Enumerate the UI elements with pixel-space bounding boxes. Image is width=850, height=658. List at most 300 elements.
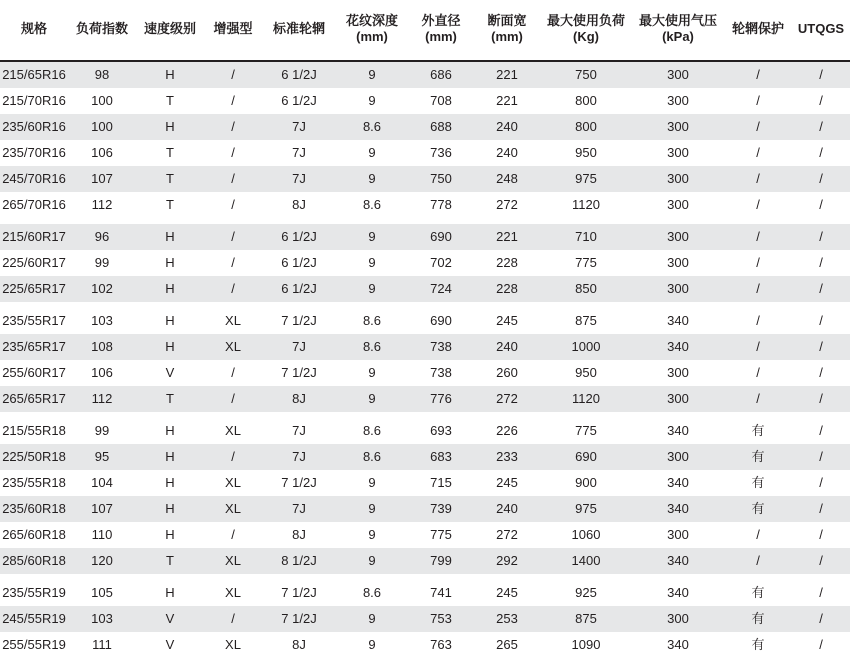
cell-outer-diameter: 683 — [408, 444, 474, 470]
cell-max-load: 1000 — [540, 334, 632, 360]
cell-tread-depth: 8.6 — [336, 444, 408, 470]
cell-tread-depth: 9 — [336, 250, 408, 276]
cell-max-pressure: 340 — [632, 632, 724, 658]
cell-speed-rating: T — [136, 166, 204, 192]
cell-speed-rating: T — [136, 140, 204, 166]
cell-size: 215/65R16 — [0, 61, 68, 88]
table-row — [0, 577, 850, 606]
cell-reinforced: / — [204, 88, 262, 114]
cell-outer-diameter: 776 — [408, 386, 474, 415]
cell-speed-rating: H — [136, 114, 204, 140]
cell-section-width: 272 — [474, 386, 540, 415]
cell-tread-depth: 8.6 — [336, 415, 408, 444]
cell-standard-rim: 7J — [262, 444, 336, 470]
table-row — [0, 606, 850, 632]
cell-max-load: 950 — [540, 140, 632, 166]
cell-rim-protector: / — [724, 360, 792, 386]
cell-speed-rating: H — [136, 415, 204, 444]
cell-outer-diameter: 778 — [408, 192, 474, 221]
cell-load-index: 99 — [68, 250, 136, 276]
cell-utqgs: / — [792, 250, 850, 276]
table-row — [0, 192, 850, 221]
cell-tread-depth: 9 — [336, 166, 408, 192]
cell-max-pressure: 300 — [632, 360, 724, 386]
cell-max-load: 850 — [540, 276, 632, 305]
cell-max-load: 800 — [540, 88, 632, 114]
cell-size: 225/60R17 — [0, 250, 68, 276]
cell-reinforced: / — [204, 61, 262, 88]
cell-speed-rating: H — [136, 496, 204, 522]
column-header-outer-diameter — [408, 0, 474, 61]
cell-max-load: 900 — [540, 470, 632, 496]
cell-tread-depth: 9 — [336, 360, 408, 386]
cell-max-load: 1400 — [540, 548, 632, 577]
cell-tread-depth: 9 — [336, 470, 408, 496]
cell-rim-protector: / — [724, 548, 792, 577]
cell-load-index: 120 — [68, 548, 136, 577]
cell-size: 235/55R18 — [0, 470, 68, 496]
column-header-label: 最大使用负荷 — [546, 12, 625, 28]
cell-max-load: 875 — [540, 606, 632, 632]
cell-load-index: 111 — [68, 632, 136, 658]
table-row — [0, 305, 850, 334]
cell-max-pressure: 300 — [632, 88, 724, 114]
cell-utqgs: / — [792, 305, 850, 334]
table-row — [0, 386, 850, 415]
cell-rim-protector: / — [724, 166, 792, 192]
table-body — [0, 61, 850, 658]
cell-size: 265/60R18 — [0, 522, 68, 548]
cell-reinforced: / — [204, 166, 262, 192]
column-header-label: 外直径 — [421, 12, 461, 28]
cell-reinforced: / — [204, 276, 262, 305]
cell-max-pressure: 300 — [632, 444, 724, 470]
cell-utqgs: / — [792, 334, 850, 360]
cell-reinforced: / — [204, 386, 262, 415]
cell-utqgs: / — [792, 166, 850, 192]
cell-max-load: 925 — [540, 577, 632, 606]
cell-rim-protector: 有 — [724, 632, 792, 658]
cell-tread-depth: 9 — [336, 496, 408, 522]
column-header-section-width — [474, 0, 540, 61]
cell-utqgs: / — [792, 114, 850, 140]
cell-section-width: 240 — [474, 496, 540, 522]
cell-max-pressure: 340 — [632, 305, 724, 334]
cell-rim-protector: / — [724, 334, 792, 360]
cell-load-index: 106 — [68, 140, 136, 166]
cell-speed-rating: H — [136, 444, 204, 470]
column-header-max-load — [540, 0, 632, 61]
cell-standard-rim: 7J — [262, 334, 336, 360]
table-header — [0, 0, 850, 61]
cell-speed-rating: V — [136, 606, 204, 632]
cell-max-pressure: 300 — [632, 606, 724, 632]
cell-rim-protector: / — [724, 61, 792, 88]
cell-reinforced: XL — [204, 577, 262, 606]
cell-max-load: 775 — [540, 250, 632, 276]
cell-max-load: 1060 — [540, 522, 632, 548]
cell-utqgs: / — [792, 360, 850, 386]
cell-standard-rim: 8 1/2J — [262, 548, 336, 577]
cell-tread-depth: 9 — [336, 276, 408, 305]
cell-utqgs: / — [792, 470, 850, 496]
cell-size: 225/65R17 — [0, 276, 68, 305]
cell-rim-protector: / — [724, 250, 792, 276]
cell-load-index: 103 — [68, 305, 136, 334]
cell-utqgs: / — [792, 496, 850, 522]
cell-rim-protector: 有 — [724, 470, 792, 496]
column-header-label: 断面宽 — [487, 12, 527, 28]
cell-tread-depth: 8.6 — [336, 334, 408, 360]
cell-max-load: 1120 — [540, 386, 632, 415]
cell-load-index: 107 — [68, 496, 136, 522]
cell-section-width: 221 — [474, 221, 540, 250]
cell-max-pressure: 340 — [632, 470, 724, 496]
cell-reinforced: / — [204, 221, 262, 250]
cell-standard-rim: 7 1/2J — [262, 305, 336, 334]
column-header-max-pressure — [632, 0, 724, 61]
column-header-speed-rating — [136, 0, 204, 61]
cell-utqgs: / — [792, 632, 850, 658]
cell-standard-rim: 6 1/2J — [262, 88, 336, 114]
column-header-unit: (kPa) — [662, 29, 694, 44]
cell-tread-depth: 9 — [336, 548, 408, 577]
cell-load-index: 98 — [68, 61, 136, 88]
cell-load-index: 96 — [68, 221, 136, 250]
cell-reinforced: XL — [204, 548, 262, 577]
cell-section-width: 228 — [474, 250, 540, 276]
cell-standard-rim: 7J — [262, 496, 336, 522]
cell-max-load: 750 — [540, 61, 632, 88]
cell-speed-rating: H — [136, 61, 204, 88]
cell-standard-rim: 6 1/2J — [262, 61, 336, 88]
cell-outer-diameter: 738 — [408, 334, 474, 360]
cell-tread-depth: 8.6 — [336, 305, 408, 334]
column-header-size — [0, 0, 68, 61]
cell-utqgs: / — [792, 606, 850, 632]
cell-speed-rating: H — [136, 522, 204, 548]
cell-max-pressure: 340 — [632, 415, 724, 444]
cell-outer-diameter: 753 — [408, 606, 474, 632]
cell-size: 235/55R17 — [0, 305, 68, 334]
cell-reinforced: / — [204, 606, 262, 632]
cell-outer-diameter: 799 — [408, 548, 474, 577]
cell-section-width: 265 — [474, 632, 540, 658]
table-row — [0, 548, 850, 577]
cell-section-width: 245 — [474, 577, 540, 606]
cell-speed-rating: H — [136, 221, 204, 250]
cell-section-width: 292 — [474, 548, 540, 577]
column-header-label: 速度级别 — [143, 20, 196, 36]
cell-load-index: 100 — [68, 88, 136, 114]
table-row — [0, 444, 850, 470]
cell-max-load: 975 — [540, 496, 632, 522]
cell-max-pressure: 300 — [632, 166, 724, 192]
cell-standard-rim: 6 1/2J — [262, 250, 336, 276]
cell-section-width: 233 — [474, 444, 540, 470]
cell-rim-protector: 有 — [724, 606, 792, 632]
cell-size: 235/60R16 — [0, 114, 68, 140]
cell-utqgs: / — [792, 415, 850, 444]
cell-max-pressure: 300 — [632, 221, 724, 250]
column-header-load-index — [68, 0, 136, 61]
cell-outer-diameter: 708 — [408, 88, 474, 114]
cell-speed-rating: V — [136, 360, 204, 386]
column-header-label: 最大使用气压 — [638, 12, 717, 28]
cell-size: 285/60R18 — [0, 548, 68, 577]
cell-max-pressure: 300 — [632, 61, 724, 88]
column-header-reinforced — [204, 0, 262, 61]
cell-standard-rim: 7 1/2J — [262, 360, 336, 386]
cell-reinforced: XL — [204, 334, 262, 360]
cell-load-index: 103 — [68, 606, 136, 632]
cell-tread-depth: 8.6 — [336, 114, 408, 140]
cell-rim-protector: / — [724, 221, 792, 250]
cell-tread-depth: 9 — [336, 221, 408, 250]
cell-size: 235/70R16 — [0, 140, 68, 166]
cell-tread-depth: 9 — [336, 606, 408, 632]
cell-load-index: 108 — [68, 334, 136, 360]
table-row — [0, 166, 850, 192]
table-row — [0, 61, 850, 88]
cell-section-width: 240 — [474, 140, 540, 166]
cell-size: 245/70R16 — [0, 166, 68, 192]
cell-size: 225/50R18 — [0, 444, 68, 470]
table-row — [0, 334, 850, 360]
column-header-standard-rim — [262, 0, 336, 61]
cell-tread-depth: 9 — [336, 632, 408, 658]
cell-section-width: 221 — [474, 61, 540, 88]
cell-tread-depth: 8.6 — [336, 192, 408, 221]
cell-max-pressure: 300 — [632, 522, 724, 548]
table-row — [0, 360, 850, 386]
cell-max-pressure: 300 — [632, 140, 724, 166]
column-header-rim-protector — [724, 0, 792, 61]
cell-max-load: 775 — [540, 415, 632, 444]
cell-size: 215/60R17 — [0, 221, 68, 250]
cell-size: 235/55R19 — [0, 577, 68, 606]
cell-standard-rim: 8J — [262, 522, 336, 548]
cell-section-width: 253 — [474, 606, 540, 632]
cell-reinforced: XL — [204, 470, 262, 496]
cell-size: 235/65R17 — [0, 334, 68, 360]
cell-outer-diameter: 775 — [408, 522, 474, 548]
table-row — [0, 470, 850, 496]
cell-reinforced: / — [204, 360, 262, 386]
cell-reinforced: XL — [204, 632, 262, 658]
cell-utqgs: / — [792, 276, 850, 305]
cell-outer-diameter: 738 — [408, 360, 474, 386]
column-header-unit: (mm) — [491, 29, 523, 44]
cell-standard-rim: 7 1/2J — [262, 577, 336, 606]
cell-outer-diameter: 690 — [408, 221, 474, 250]
cell-utqgs: / — [792, 444, 850, 470]
cell-tread-depth: 8.6 — [336, 577, 408, 606]
cell-load-index: 110 — [68, 522, 136, 548]
cell-utqgs: / — [792, 577, 850, 606]
cell-load-index: 112 — [68, 386, 136, 415]
column-header-unit: (mm) — [356, 29, 388, 44]
cell-utqgs: / — [792, 386, 850, 415]
cell-standard-rim: 8J — [262, 192, 336, 221]
cell-max-pressure: 300 — [632, 386, 724, 415]
column-header-unit: (mm) — [425, 29, 457, 44]
cell-tread-depth: 9 — [336, 88, 408, 114]
cell-standard-rim: 8J — [262, 386, 336, 415]
cell-speed-rating: T — [136, 386, 204, 415]
cell-tread-depth: 9 — [336, 522, 408, 548]
cell-max-load: 1090 — [540, 632, 632, 658]
cell-speed-rating: V — [136, 632, 204, 658]
table-row — [0, 221, 850, 250]
table-header-row — [0, 0, 850, 61]
table-row — [0, 140, 850, 166]
cell-outer-diameter: 690 — [408, 305, 474, 334]
cell-tread-depth: 9 — [336, 140, 408, 166]
cell-rim-protector: / — [724, 88, 792, 114]
cell-max-load: 800 — [540, 114, 632, 140]
cell-rim-protector: 有 — [724, 577, 792, 606]
cell-max-load: 950 — [540, 360, 632, 386]
cell-section-width: 240 — [474, 334, 540, 360]
cell-load-index: 104 — [68, 470, 136, 496]
column-header-label: 增强型 — [213, 20, 253, 36]
column-header-tread-depth — [336, 0, 408, 61]
cell-rim-protector: / — [724, 386, 792, 415]
cell-load-index: 106 — [68, 360, 136, 386]
cell-size: 265/70R16 — [0, 192, 68, 221]
cell-rim-protector: / — [724, 305, 792, 334]
cell-reinforced: / — [204, 444, 262, 470]
cell-load-index: 100 — [68, 114, 136, 140]
cell-max-pressure: 340 — [632, 548, 724, 577]
cell-standard-rim: 7J — [262, 166, 336, 192]
cell-rim-protector: / — [724, 276, 792, 305]
table-row — [0, 114, 850, 140]
cell-size: 215/70R16 — [0, 88, 68, 114]
cell-utqgs: / — [792, 88, 850, 114]
cell-section-width: 240 — [474, 114, 540, 140]
cell-outer-diameter: 763 — [408, 632, 474, 658]
cell-standard-rim: 7 1/2J — [262, 606, 336, 632]
cell-standard-rim: 6 1/2J — [262, 276, 336, 305]
cell-section-width: 221 — [474, 88, 540, 114]
cell-utqgs: / — [792, 61, 850, 88]
cell-size: 245/55R19 — [0, 606, 68, 632]
cell-tread-depth: 9 — [336, 386, 408, 415]
cell-section-width: 272 — [474, 522, 540, 548]
cell-max-pressure: 340 — [632, 334, 724, 360]
cell-max-load: 690 — [540, 444, 632, 470]
cell-speed-rating: T — [136, 192, 204, 221]
cell-load-index: 95 — [68, 444, 136, 470]
cell-reinforced: / — [204, 250, 262, 276]
cell-max-load: 975 — [540, 166, 632, 192]
column-header-label: 轮辋保护 — [731, 20, 784, 36]
cell-max-pressure: 300 — [632, 192, 724, 221]
column-header-label: 花纹深度 — [345, 12, 398, 28]
cell-speed-rating: H — [136, 470, 204, 496]
cell-speed-rating: H — [136, 305, 204, 334]
cell-utqgs: / — [792, 221, 850, 250]
column-header-label: UTQGS — [797, 20, 845, 36]
cell-utqgs: / — [792, 140, 850, 166]
cell-speed-rating: H — [136, 334, 204, 360]
cell-utqgs: / — [792, 522, 850, 548]
cell-size: 265/65R17 — [0, 386, 68, 415]
cell-max-pressure: 340 — [632, 496, 724, 522]
cell-outer-diameter: 724 — [408, 276, 474, 305]
cell-section-width: 272 — [474, 192, 540, 221]
table-row — [0, 415, 850, 444]
cell-section-width: 228 — [474, 276, 540, 305]
cell-standard-rim: 7J — [262, 415, 336, 444]
cell-outer-diameter: 693 — [408, 415, 474, 444]
cell-max-load: 875 — [540, 305, 632, 334]
table-row — [0, 250, 850, 276]
cell-outer-diameter: 715 — [408, 470, 474, 496]
table-row — [0, 276, 850, 305]
column-header-unit: (Kg) — [573, 29, 599, 44]
cell-section-width: 248 — [474, 166, 540, 192]
cell-rim-protector: 有 — [724, 444, 792, 470]
table-row — [0, 632, 850, 658]
cell-max-pressure: 340 — [632, 577, 724, 606]
cell-speed-rating: H — [136, 276, 204, 305]
cell-outer-diameter: 739 — [408, 496, 474, 522]
cell-section-width: 245 — [474, 305, 540, 334]
cell-rim-protector: 有 — [724, 415, 792, 444]
cell-tread-depth: 9 — [336, 61, 408, 88]
cell-standard-rim: 7J — [262, 114, 336, 140]
cell-max-load: 710 — [540, 221, 632, 250]
cell-reinforced: / — [204, 522, 262, 548]
cell-outer-diameter: 750 — [408, 166, 474, 192]
column-header-label: 规格 — [20, 20, 47, 36]
cell-standard-rim: 8J — [262, 632, 336, 658]
cell-utqgs: / — [792, 548, 850, 577]
cell-standard-rim: 7 1/2J — [262, 470, 336, 496]
column-header-label: 标准轮辋 — [272, 20, 325, 36]
cell-rim-protector: / — [724, 192, 792, 221]
cell-section-width: 260 — [474, 360, 540, 386]
cell-standard-rim: 6 1/2J — [262, 221, 336, 250]
cell-outer-diameter: 686 — [408, 61, 474, 88]
cell-outer-diameter: 741 — [408, 577, 474, 606]
column-header-utqgs — [792, 0, 850, 61]
cell-size: 255/60R17 — [0, 360, 68, 386]
cell-reinforced: XL — [204, 305, 262, 334]
cell-load-index: 99 — [68, 415, 136, 444]
cell-rim-protector: / — [724, 522, 792, 548]
cell-load-index: 102 — [68, 276, 136, 305]
column-header-label: 负荷指数 — [75, 20, 128, 36]
cell-max-load: 1120 — [540, 192, 632, 221]
cell-reinforced: XL — [204, 496, 262, 522]
cell-rim-protector: / — [724, 140, 792, 166]
cell-max-pressure: 300 — [632, 114, 724, 140]
cell-speed-rating: H — [136, 577, 204, 606]
cell-utqgs: / — [792, 192, 850, 221]
cell-outer-diameter: 702 — [408, 250, 474, 276]
cell-size: 235/60R18 — [0, 496, 68, 522]
cell-reinforced: / — [204, 192, 262, 221]
cell-max-pressure: 300 — [632, 276, 724, 305]
cell-outer-diameter: 736 — [408, 140, 474, 166]
cell-speed-rating: T — [136, 88, 204, 114]
cell-speed-rating: T — [136, 548, 204, 577]
cell-load-index: 107 — [68, 166, 136, 192]
